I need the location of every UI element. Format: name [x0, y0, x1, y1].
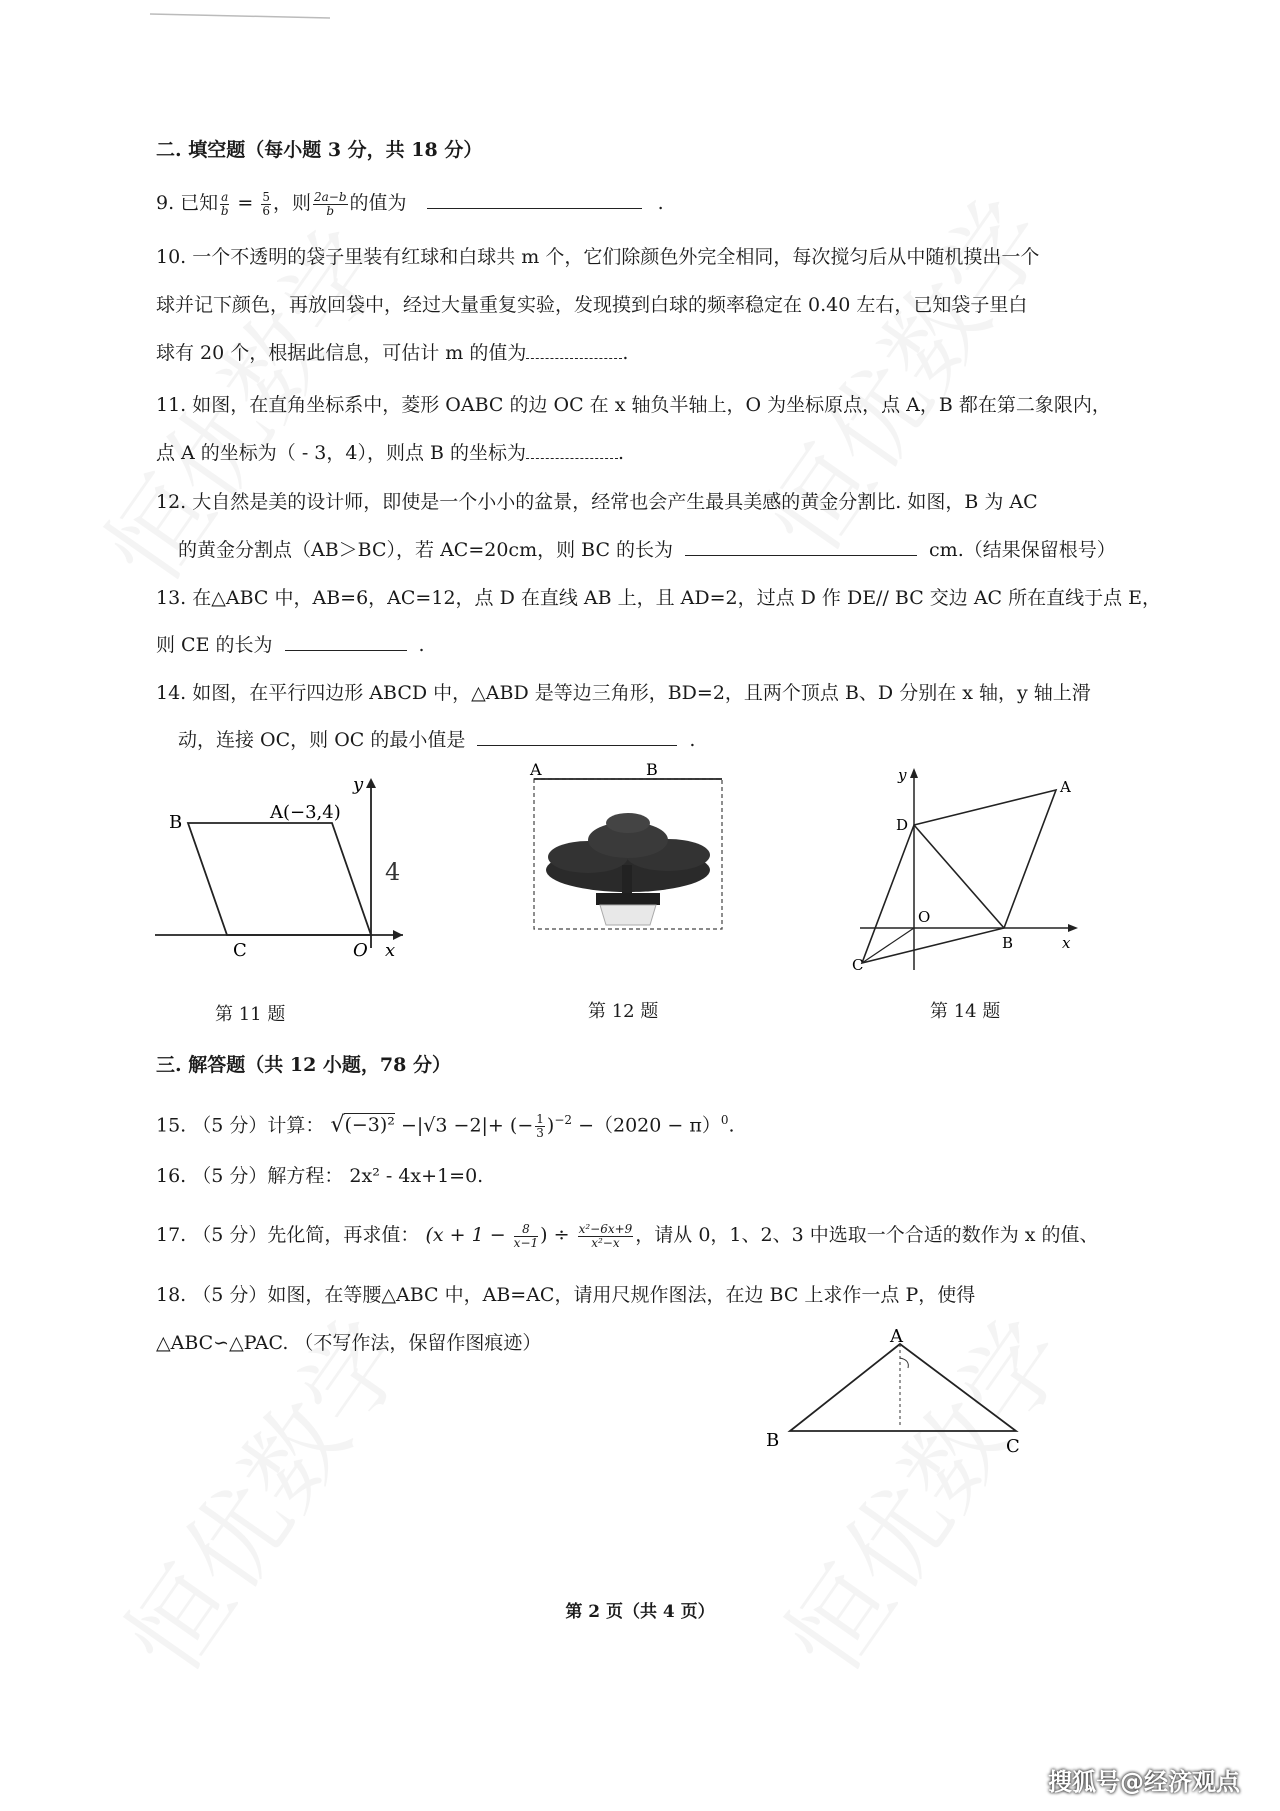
y-axis-arrow [366, 778, 376, 788]
label-O: O [353, 940, 368, 961]
question-10-line3 [156, 340, 628, 366]
question-14-line1: 14. 如图，在平行四边形 ABCD 中，△ABD 是等边三角形，BD=2，且两个顶点 B、D 分别在 x 轴，y 轴上滑 [156, 682, 1091, 704]
construction-arc [900, 1358, 908, 1368]
answer-blank[interactable] [685, 537, 917, 556]
y-axis-arrow [910, 768, 918, 778]
question-9 [156, 190, 664, 218]
sqrt-sign: √ [330, 1112, 345, 1138]
fraction [578, 1223, 634, 1250]
source-watermark: 搜狐号@经济观点 [1048, 1768, 1240, 1796]
q15-prefix: 15. （5 分）计算： [156, 1114, 325, 1137]
denominator: x−1 [513, 1235, 539, 1250]
expr-part: ) ÷ [540, 1224, 570, 1246]
period: . [728, 1114, 735, 1137]
denominator: 6 [262, 203, 270, 218]
period: . [618, 442, 625, 464]
triangle-ABC [790, 1344, 1016, 1431]
label-D: D [896, 816, 909, 834]
x-axis-arrow [393, 930, 403, 940]
answer-blank[interactable] [427, 190, 642, 209]
q9-suffix: 的值为 [349, 192, 407, 214]
paren-close: ) [546, 1114, 555, 1137]
fraction [261, 191, 271, 218]
numerator: x²−6x+9 [578, 1221, 633, 1236]
label-B: B [646, 760, 658, 779]
question-18-line1: 18. （5 分）如图，在等腰△ABC 中，AB=AC，请用尺规作图法，在边 BC 上求作一点 P，使得 [156, 1284, 976, 1306]
label-B: B [766, 1430, 780, 1451]
question-11-line1: 11. 如图，在直角坐标系中，菱形 OABC 的边 OC 在 x 轴负半轴上，O 为坐标原点，点 A，B 都在第二象限内， [156, 394, 1111, 416]
figure-18 [760, 1326, 1020, 1460]
figure-11-caption: 第 11 题 [215, 1004, 286, 1025]
figure-12 [528, 760, 728, 945]
period: . [622, 342, 629, 364]
question-16: 16. （5 分）解方程： 2x² - 4x+1=0. [156, 1165, 484, 1187]
label-C: C [1006, 1436, 1020, 1457]
question-12-line1: 12. 大自然是美的设计师，即使是一个小小的盆景，经常也会产生最具美感的黄金分割比. 如图，B 为 AC [156, 491, 1038, 513]
answer-blank[interactable] [526, 340, 622, 359]
fraction [313, 191, 348, 218]
denominator: b [220, 203, 229, 218]
period: . [689, 729, 696, 751]
question-10-line2: 球并记下颜色，再放回袋中，经过大量重复实验，发现摸到白球的频率稳定在 0.40 左右，已知袋子里白 [156, 294, 1028, 316]
label-x: x [1062, 934, 1071, 952]
question-11-line2 [156, 440, 624, 466]
label-O: O [918, 908, 931, 926]
denominator: x²−x [591, 1235, 620, 1250]
fraction [220, 191, 229, 218]
q9-prefix: 9. 已知 [156, 192, 219, 214]
label-y: y [898, 766, 907, 784]
equals: = [237, 192, 254, 214]
handwritten-note: 4 [385, 858, 401, 886]
q11-text: 点 A 的坐标为（ - 3，4），则点 B 的坐标为 [156, 442, 527, 464]
answer-blank[interactable] [285, 632, 407, 651]
question-13-line2 [156, 632, 425, 658]
exponent-zero: 0 [720, 1113, 729, 1127]
q17-prefix: 17. （5 分）先化简，再求值： [156, 1224, 420, 1246]
denominator: b [326, 203, 335, 218]
q12-unit: cm.（结果保留根号） [929, 539, 1116, 561]
question-10-line1: 10. 一个不透明的袋子里装有红球和白球共 m 个，它们除颜色外完全相同，每次搅匀后从中随机摸出一个 [156, 246, 1040, 268]
rhombus-OABC [188, 823, 371, 935]
question-18-line2: △ABC∽△PAC. （不写作法，保留作图痕迹） [156, 1332, 542, 1354]
label-A: A [530, 760, 542, 779]
answer-blank[interactable] [477, 727, 677, 746]
label-A: A [1060, 778, 1071, 796]
q14-text: 动，连接 OC，则 OC 的最小值是 [178, 729, 466, 751]
period: . [418, 634, 425, 656]
period: . [657, 192, 664, 214]
page-number: 第 2 页（共 4 页） [565, 1602, 715, 1622]
question-13-line1: 13. 在△ABC 中，AB=6，AC=12，点 D 在直线 AB 上，且 AD=2，过点 D 作 DE// BC 交边 AC 所在直线于点 E， [156, 587, 1162, 609]
section-title: 三. 解答题（共 12 小题，78 分） [156, 1054, 451, 1076]
figure-14 [852, 760, 1082, 974]
question-15 [156, 1107, 735, 1140]
question-12-line2 [178, 537, 1116, 563]
figure-14-caption: 第 14 题 [930, 1001, 1001, 1022]
numerator: a [221, 189, 229, 204]
numerator: 8 [514, 1223, 538, 1237]
denominator: 3 [536, 1125, 544, 1140]
expr-part: (x + 1 − [425, 1224, 506, 1246]
section-title: 二. 填空题（每小题 3 分，共 18 分） [156, 139, 483, 161]
label-y: y [353, 774, 364, 795]
question-14-line2 [178, 727, 695, 753]
paren-open: (− [509, 1114, 534, 1137]
label-C: C [233, 940, 247, 961]
q9-mid: ，则 [272, 192, 311, 214]
label-B: B [169, 812, 183, 833]
scan-mark [0, 0, 1280, 40]
q10-text: 球有 20 个，根据此信息，可估计 m 的值为 [156, 342, 527, 364]
exponent: −2 [554, 1113, 573, 1127]
label-A: A(−3,4) [270, 802, 341, 823]
fraction [514, 1223, 538, 1250]
x-axis-arrow [1068, 924, 1078, 932]
label-B: B [1002, 934, 1014, 952]
answer-blank[interactable] [526, 440, 618, 459]
sqrt-content: (−3)² [344, 1114, 395, 1137]
label-x: x [385, 940, 396, 961]
figure-12-caption: 第 12 题 [588, 1001, 659, 1022]
abs-term: −|√3 −2|+ [400, 1114, 504, 1137]
numerator: 5 [262, 189, 270, 204]
numerator: 2a−b [314, 189, 347, 204]
q13-text: 则 CE 的长为 [156, 634, 273, 656]
watermark [726, 167, 1073, 577]
numerator: 1 [536, 1111, 544, 1126]
q12-text: 的黄金分割点（AB＞BC），若 AC=20cm，则 BC 的长为 [178, 539, 674, 561]
fraction [535, 1113, 545, 1140]
q17-suffix: ，请从 0，1、2、3 中选取一个合适的数作为 x 的值、 [635, 1224, 1099, 1246]
label-C: C [852, 956, 864, 974]
figure-11 [145, 770, 405, 960]
bonsai-tree-image [546, 813, 710, 925]
label-A: A [890, 1326, 903, 1347]
rest-term: −（2020 − π） [578, 1114, 721, 1137]
segment-OC [862, 928, 914, 963]
question-17 [156, 1222, 1099, 1250]
